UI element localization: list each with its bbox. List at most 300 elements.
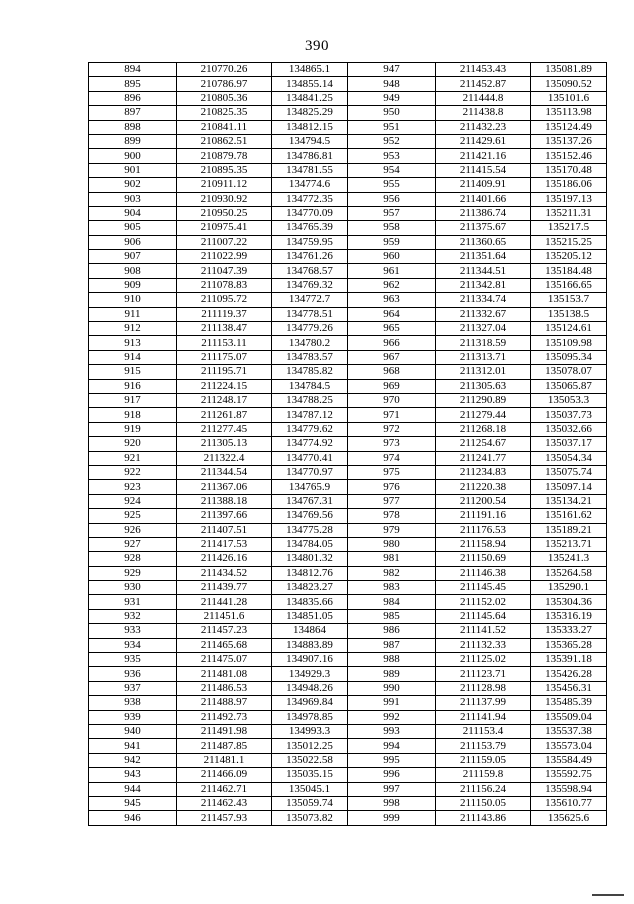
right-y-coordinate: 135166.65: [531, 278, 607, 292]
right-x-coordinate: 211438.8: [436, 106, 531, 120]
table-row: [89, 63, 607, 77]
right-point-number: 950: [348, 106, 436, 120]
page-edge-mark: [592, 894, 624, 896]
left-point-number: 909: [89, 278, 177, 292]
table-row: [89, 624, 607, 638]
right-x-coordinate: 211156.24: [436, 782, 531, 796]
left-y-coordinate: 134781.55: [272, 163, 348, 177]
right-point-number: 999: [348, 811, 436, 825]
right-x-coordinate: 211220.38: [436, 480, 531, 494]
right-point-number: 951: [348, 120, 436, 134]
left-x-coordinate: 211175.07: [177, 350, 272, 364]
left-x-coordinate: 210786.97: [177, 77, 272, 91]
right-y-coordinate: 135054.34: [531, 451, 607, 465]
right-y-coordinate: 135197.13: [531, 192, 607, 206]
right-y-coordinate: 135241.3: [531, 552, 607, 566]
right-y-coordinate: 135333.27: [531, 624, 607, 638]
left-x-coordinate: 211261.87: [177, 408, 272, 422]
right-y-coordinate: 135053.3: [531, 393, 607, 407]
left-point-number: 895: [89, 77, 177, 91]
left-point-number: 940: [89, 724, 177, 738]
right-y-coordinate: 135037.17: [531, 437, 607, 451]
right-x-coordinate: 211312.01: [436, 365, 531, 379]
left-x-coordinate: 210950.25: [177, 206, 272, 220]
right-y-coordinate: 135134.21: [531, 494, 607, 508]
right-y-coordinate: 135138.5: [531, 307, 607, 321]
right-y-coordinate: 135124.61: [531, 322, 607, 336]
table-row: [89, 77, 607, 91]
right-x-coordinate: 211143.86: [436, 811, 531, 825]
table-row: [89, 393, 607, 407]
right-point-number: 947: [348, 63, 436, 77]
left-x-coordinate: 211466.09: [177, 768, 272, 782]
right-point-number: 966: [348, 336, 436, 350]
left-x-coordinate: 211462.71: [177, 782, 272, 796]
right-point-number: 972: [348, 422, 436, 436]
left-y-coordinate: 134855.14: [272, 77, 348, 91]
right-x-coordinate: 211159.8: [436, 768, 531, 782]
left-point-number: 937: [89, 681, 177, 695]
left-x-coordinate: 211488.97: [177, 696, 272, 710]
table-row: [89, 293, 607, 307]
right-point-number: 987: [348, 638, 436, 652]
table-row: [89, 192, 607, 206]
left-point-number: 930: [89, 581, 177, 595]
right-y-coordinate: 135573.04: [531, 739, 607, 753]
left-y-coordinate: 135073.82: [272, 811, 348, 825]
left-point-number: 916: [89, 379, 177, 393]
right-point-number: 975: [348, 465, 436, 479]
right-x-coordinate: 211401.66: [436, 192, 531, 206]
right-point-number: 968: [348, 365, 436, 379]
right-y-coordinate: 135189.21: [531, 523, 607, 537]
right-point-number: 952: [348, 134, 436, 148]
table-row: [89, 667, 607, 681]
right-x-coordinate: 211429.61: [436, 134, 531, 148]
right-y-coordinate: 135137.26: [531, 134, 607, 148]
left-point-number: 926: [89, 523, 177, 537]
right-x-coordinate: 211327.04: [436, 322, 531, 336]
right-point-number: 991: [348, 696, 436, 710]
left-x-coordinate: 211277.45: [177, 422, 272, 436]
left-y-coordinate: 134779.62: [272, 422, 348, 436]
left-y-coordinate: 134825.29: [272, 106, 348, 120]
right-x-coordinate: 211334.74: [436, 293, 531, 307]
right-x-coordinate: 211452.87: [436, 77, 531, 91]
left-y-coordinate: 134774.92: [272, 437, 348, 451]
left-point-number: 917: [89, 393, 177, 407]
table-row: [89, 307, 607, 321]
right-y-coordinate: 135090.52: [531, 77, 607, 91]
right-y-coordinate: 135065.87: [531, 379, 607, 393]
left-y-coordinate: 134794.5: [272, 134, 348, 148]
right-point-number: 976: [348, 480, 436, 494]
right-x-coordinate: 211344.51: [436, 264, 531, 278]
left-x-coordinate: 210805.36: [177, 91, 272, 105]
left-y-coordinate: 134772.35: [272, 192, 348, 206]
right-x-coordinate: 211313.71: [436, 350, 531, 364]
table-row: [89, 494, 607, 508]
right-x-coordinate: 211254.67: [436, 437, 531, 451]
left-point-number: 918: [89, 408, 177, 422]
page-number: 390: [305, 38, 329, 54]
right-point-number: 980: [348, 537, 436, 551]
table-row: [89, 552, 607, 566]
right-x-coordinate: 211415.54: [436, 163, 531, 177]
right-point-number: 994: [348, 739, 436, 753]
right-x-coordinate: 211386.74: [436, 206, 531, 220]
right-y-coordinate: 135170.48: [531, 163, 607, 177]
right-point-number: 978: [348, 509, 436, 523]
left-y-coordinate: 135012.25: [272, 739, 348, 753]
table-row: [89, 451, 607, 465]
left-y-coordinate: 134883.89: [272, 638, 348, 652]
left-x-coordinate: 210895.35: [177, 163, 272, 177]
right-x-coordinate: 211191.16: [436, 509, 531, 523]
left-x-coordinate: 211481.1: [177, 753, 272, 767]
left-x-coordinate: 211022.99: [177, 250, 272, 264]
right-y-coordinate: 135217.5: [531, 221, 607, 235]
right-point-number: 955: [348, 178, 436, 192]
right-point-number: 971: [348, 408, 436, 422]
left-x-coordinate: 211388.18: [177, 494, 272, 508]
right-point-number: 983: [348, 581, 436, 595]
left-point-number: 927: [89, 537, 177, 551]
right-x-coordinate: 211123.71: [436, 667, 531, 681]
right-x-coordinate: 211141.52: [436, 624, 531, 638]
right-point-number: 996: [348, 768, 436, 782]
right-y-coordinate: 135316.19: [531, 609, 607, 623]
right-y-coordinate: 135215.25: [531, 235, 607, 249]
left-y-coordinate: 134765.39: [272, 221, 348, 235]
left-y-coordinate: 134772.7: [272, 293, 348, 307]
left-x-coordinate: 211457.23: [177, 624, 272, 638]
right-point-number: 989: [348, 667, 436, 681]
right-point-number: 993: [348, 724, 436, 738]
right-y-coordinate: 135186.06: [531, 178, 607, 192]
left-y-coordinate: 134770.41: [272, 451, 348, 465]
right-point-number: 995: [348, 753, 436, 767]
table-row: [89, 221, 607, 235]
right-y-coordinate: 135078.07: [531, 365, 607, 379]
right-x-coordinate: 211351.64: [436, 250, 531, 264]
right-y-coordinate: 135426.28: [531, 667, 607, 681]
right-point-number: 981: [348, 552, 436, 566]
coordinates-table-body: [89, 63, 607, 826]
table-row: [89, 278, 607, 292]
right-x-coordinate: 211444.8: [436, 91, 531, 105]
left-point-number: 896: [89, 91, 177, 105]
right-x-coordinate: 211152.02: [436, 595, 531, 609]
left-x-coordinate: 211426.16: [177, 552, 272, 566]
right-y-coordinate: 135290.1: [531, 581, 607, 595]
right-point-number: 961: [348, 264, 436, 278]
right-y-coordinate: 135211.31: [531, 206, 607, 220]
left-x-coordinate: 211481.08: [177, 667, 272, 681]
left-point-number: 911: [89, 307, 177, 321]
left-y-coordinate: 134851.05: [272, 609, 348, 623]
right-point-number: 984: [348, 595, 436, 609]
left-point-number: 938: [89, 696, 177, 710]
table-row: [89, 408, 607, 422]
left-point-number: 945: [89, 796, 177, 810]
right-y-coordinate: 135509.04: [531, 710, 607, 724]
right-point-number: 960: [348, 250, 436, 264]
left-point-number: 899: [89, 134, 177, 148]
right-y-coordinate: 135153.7: [531, 293, 607, 307]
left-point-number: 944: [89, 782, 177, 796]
left-y-coordinate: 134835.66: [272, 595, 348, 609]
left-x-coordinate: 211344.54: [177, 465, 272, 479]
table-row: [89, 350, 607, 364]
left-point-number: 905: [89, 221, 177, 235]
left-y-coordinate: 134775.28: [272, 523, 348, 537]
right-y-coordinate: 135109.98: [531, 336, 607, 350]
left-point-number: 900: [89, 149, 177, 163]
right-point-number: 957: [348, 206, 436, 220]
left-y-coordinate: 134993.3: [272, 724, 348, 738]
right-point-number: 953: [348, 149, 436, 163]
left-point-number: 935: [89, 653, 177, 667]
right-point-number: 973: [348, 437, 436, 451]
left-y-coordinate: 134769.56: [272, 509, 348, 523]
left-x-coordinate: 210879.78: [177, 149, 272, 163]
right-y-coordinate: 135391.18: [531, 653, 607, 667]
table-row: [89, 336, 607, 350]
left-y-coordinate: 134769.32: [272, 278, 348, 292]
table-row: [89, 480, 607, 494]
right-x-coordinate: 211159.05: [436, 753, 531, 767]
right-point-number: 997: [348, 782, 436, 796]
left-x-coordinate: 210975.41: [177, 221, 272, 235]
table-row: [89, 710, 607, 724]
right-x-coordinate: 211153.79: [436, 739, 531, 753]
left-x-coordinate: 211322.4: [177, 451, 272, 465]
left-x-coordinate: 211367.06: [177, 480, 272, 494]
left-y-coordinate: 134778.51: [272, 307, 348, 321]
right-point-number: 979: [348, 523, 436, 537]
left-point-number: 915: [89, 365, 177, 379]
table-row: [89, 178, 607, 192]
left-x-coordinate: 211465.68: [177, 638, 272, 652]
right-x-coordinate: 211332.67: [436, 307, 531, 321]
left-y-coordinate: 134929.3: [272, 667, 348, 681]
left-x-coordinate: 211434.52: [177, 566, 272, 580]
right-x-coordinate: 211234.83: [436, 465, 531, 479]
right-y-coordinate: 135485.39: [531, 696, 607, 710]
table-row: [89, 250, 607, 264]
table-row: [89, 379, 607, 393]
right-point-number: 964: [348, 307, 436, 321]
left-point-number: 897: [89, 106, 177, 120]
left-y-coordinate: 134761.26: [272, 250, 348, 264]
right-x-coordinate: 211453.43: [436, 63, 531, 77]
left-point-number: 921: [89, 451, 177, 465]
right-point-number: 963: [348, 293, 436, 307]
right-y-coordinate: 135584.49: [531, 753, 607, 767]
left-point-number: 924: [89, 494, 177, 508]
left-x-coordinate: 210930.92: [177, 192, 272, 206]
right-point-number: 992: [348, 710, 436, 724]
right-x-coordinate: 211200.54: [436, 494, 531, 508]
right-point-number: 948: [348, 77, 436, 91]
right-y-coordinate: 135304.36: [531, 595, 607, 609]
right-x-coordinate: 211279.44: [436, 408, 531, 422]
left-x-coordinate: 211248.17: [177, 393, 272, 407]
left-y-coordinate: 134841.25: [272, 91, 348, 105]
table-row: [89, 206, 607, 220]
table-row: [89, 638, 607, 652]
right-point-number: 985: [348, 609, 436, 623]
left-x-coordinate: 211492.73: [177, 710, 272, 724]
left-point-number: 913: [89, 336, 177, 350]
left-point-number: 923: [89, 480, 177, 494]
left-point-number: 946: [89, 811, 177, 825]
left-x-coordinate: 211439.77: [177, 581, 272, 595]
left-point-number: 928: [89, 552, 177, 566]
left-x-coordinate: 210911.12: [177, 178, 272, 192]
right-point-number: 982: [348, 566, 436, 580]
left-point-number: 903: [89, 192, 177, 206]
left-y-coordinate: 135035.15: [272, 768, 348, 782]
table-row: [89, 264, 607, 278]
table-row: [89, 106, 607, 120]
right-x-coordinate: 211150.69: [436, 552, 531, 566]
left-x-coordinate: 211486.53: [177, 681, 272, 695]
left-y-coordinate: 134787.12: [272, 408, 348, 422]
left-x-coordinate: 211119.37: [177, 307, 272, 321]
table-row: [89, 581, 607, 595]
right-y-coordinate: 135365.28: [531, 638, 607, 652]
table-row: [89, 782, 607, 796]
left-y-coordinate: 134774.6: [272, 178, 348, 192]
table-row: [89, 149, 607, 163]
left-point-number: 908: [89, 264, 177, 278]
right-x-coordinate: 211409.91: [436, 178, 531, 192]
left-point-number: 907: [89, 250, 177, 264]
left-x-coordinate: 211475.07: [177, 653, 272, 667]
table-row: [89, 724, 607, 738]
left-y-coordinate: 135022.58: [272, 753, 348, 767]
right-y-coordinate: 135113.98: [531, 106, 607, 120]
right-x-coordinate: 211360.65: [436, 235, 531, 249]
left-x-coordinate: 211305.13: [177, 437, 272, 451]
table-row: [89, 465, 607, 479]
left-x-coordinate: 211491.98: [177, 724, 272, 738]
table-row: [89, 537, 607, 551]
left-y-coordinate: 134823.27: [272, 581, 348, 595]
right-y-coordinate: 135625.6: [531, 811, 607, 825]
right-y-coordinate: 135075.74: [531, 465, 607, 479]
left-x-coordinate: 210825.35: [177, 106, 272, 120]
right-point-number: 949: [348, 91, 436, 105]
left-point-number: 934: [89, 638, 177, 652]
table-row: [89, 523, 607, 537]
left-y-coordinate: 134770.09: [272, 206, 348, 220]
right-x-coordinate: 211375.67: [436, 221, 531, 235]
left-x-coordinate: 210770.26: [177, 63, 272, 77]
left-point-number: 922: [89, 465, 177, 479]
table-row: [89, 134, 607, 148]
left-y-coordinate: 134785.82: [272, 365, 348, 379]
right-point-number: 962: [348, 278, 436, 292]
right-x-coordinate: 211290.89: [436, 393, 531, 407]
left-y-coordinate: 135059.74: [272, 796, 348, 810]
left-point-number: 920: [89, 437, 177, 451]
left-x-coordinate: 210862.51: [177, 134, 272, 148]
right-y-coordinate: 135537.38: [531, 724, 607, 738]
right-x-coordinate: 211150.05: [436, 796, 531, 810]
left-point-number: 904: [89, 206, 177, 220]
left-y-coordinate: 134784.5: [272, 379, 348, 393]
right-x-coordinate: 211145.45: [436, 581, 531, 595]
table-row: [89, 509, 607, 523]
right-y-coordinate: 135161.62: [531, 509, 607, 523]
right-x-coordinate: 211137.99: [436, 696, 531, 710]
left-y-coordinate: 134801.32: [272, 552, 348, 566]
left-y-coordinate: 134788.25: [272, 393, 348, 407]
right-x-coordinate: 211132.33: [436, 638, 531, 652]
right-x-coordinate: 211145.64: [436, 609, 531, 623]
right-y-coordinate: 135081.89: [531, 63, 607, 77]
left-y-coordinate: 134969.84: [272, 696, 348, 710]
left-x-coordinate: 211047.39: [177, 264, 272, 278]
table-row: [89, 681, 607, 695]
right-y-coordinate: 135095.34: [531, 350, 607, 364]
left-x-coordinate: 211417.53: [177, 537, 272, 551]
left-x-coordinate: 211078.83: [177, 278, 272, 292]
left-y-coordinate: 134783.57: [272, 350, 348, 364]
left-point-number: 929: [89, 566, 177, 580]
left-point-number: 919: [89, 422, 177, 436]
right-point-number: 958: [348, 221, 436, 235]
table-row: [89, 437, 607, 451]
left-x-coordinate: 211224.15: [177, 379, 272, 393]
right-point-number: 986: [348, 624, 436, 638]
left-point-number: 932: [89, 609, 177, 623]
right-y-coordinate: 135592.75: [531, 768, 607, 782]
left-y-coordinate: 134865.1: [272, 63, 348, 77]
table-row: [89, 753, 607, 767]
right-point-number: 956: [348, 192, 436, 206]
right-y-coordinate: 135101.6: [531, 91, 607, 105]
right-x-coordinate: 211241.77: [436, 451, 531, 465]
left-y-coordinate: 134784.05: [272, 537, 348, 551]
table-row: [89, 91, 607, 105]
table-row: [89, 235, 607, 249]
right-x-coordinate: 211342.81: [436, 278, 531, 292]
left-point-number: 912: [89, 322, 177, 336]
left-y-coordinate: 134780.2: [272, 336, 348, 350]
table-row: [89, 595, 607, 609]
right-x-coordinate: 211146.38: [436, 566, 531, 580]
left-y-coordinate: 134765.9: [272, 480, 348, 494]
right-x-coordinate: 211432.23: [436, 120, 531, 134]
table-row: [89, 322, 607, 336]
left-y-coordinate: 134907.16: [272, 653, 348, 667]
left-point-number: 906: [89, 235, 177, 249]
right-x-coordinate: 211305.63: [436, 379, 531, 393]
right-point-number: 959: [348, 235, 436, 249]
table-row: [89, 796, 607, 810]
right-point-number: 977: [348, 494, 436, 508]
left-y-coordinate: 134768.57: [272, 264, 348, 278]
right-y-coordinate: 135205.12: [531, 250, 607, 264]
left-y-coordinate: 134770.97: [272, 465, 348, 479]
left-point-number: 941: [89, 739, 177, 753]
right-y-coordinate: 135184.48: [531, 264, 607, 278]
table-row: [89, 696, 607, 710]
